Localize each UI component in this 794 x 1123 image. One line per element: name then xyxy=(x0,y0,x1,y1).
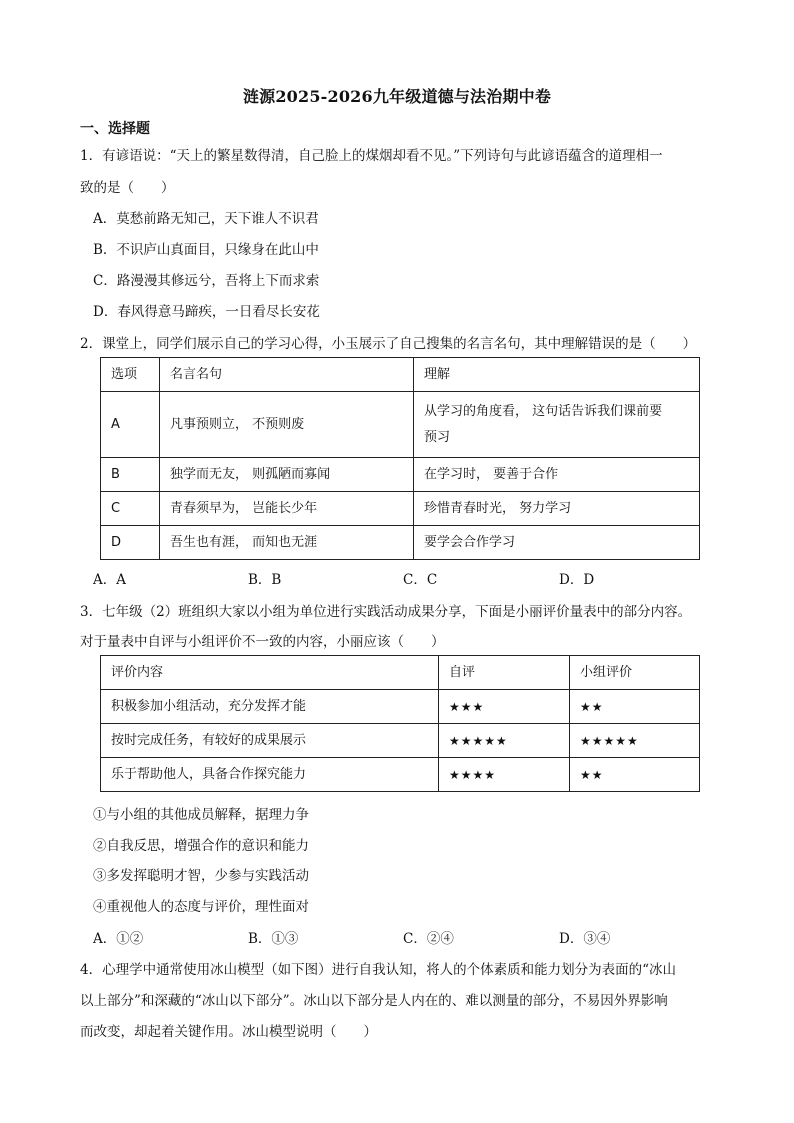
table-cell: ★★★★★ xyxy=(439,724,570,758)
q3-statement-1: ①与小组的其他成员解释，据理力争 xyxy=(93,807,309,823)
table-cell: ★★★★★ xyxy=(570,724,700,758)
q1-option-a: A．莫愁前路无知己，天下谁人不识君 xyxy=(93,211,319,227)
q1-option-b: B．不识庐山真面目，只缘身在此山中 xyxy=(93,242,319,258)
table-header-row xyxy=(101,656,700,690)
table-cell: C xyxy=(101,492,160,526)
table-cell: 乐于帮助他人，具备合作探究能力 xyxy=(101,758,439,792)
table-cell: 独学而无友， 则孤陋而寡闻 xyxy=(160,458,414,492)
q3-statement-3: ③多发挥聪明才智，少参与实践活动 xyxy=(93,868,309,884)
q1-option-c: C．路漫漫其修远兮，吾将上下而求索 xyxy=(93,273,320,289)
section-heading: 一、选择题 xyxy=(80,121,150,137)
q2-answer-c: C．C xyxy=(403,572,438,588)
table-row xyxy=(101,458,700,492)
q3-stem-line1: 3．七年级（2）班组织大家以小组为单位进行实践活动成果分享，下面是小丽评价量表中的部分内容。 xyxy=(80,604,692,620)
table-cell: 按时完成任务，有较好的成果展示 xyxy=(101,724,439,758)
table-cell xyxy=(414,392,700,458)
q3-stem-line2: 对于量表中自评与小组评价不一致的内容，小丽应该（ ） xyxy=(80,634,445,650)
table-header: 理解 xyxy=(414,358,700,392)
q2-answer-d: D．D xyxy=(559,572,595,588)
table-header: 名言名句 xyxy=(160,358,414,392)
q1-stem-line2: 致的是（ ） xyxy=(80,180,175,196)
table-cell: A xyxy=(101,392,160,458)
q3-answer-a: A．①② xyxy=(93,931,144,947)
table-cell-line: 从学习的角度看， 这句话告诉我们课前要 xyxy=(424,403,663,419)
table-cell: ★★ xyxy=(570,758,700,792)
table-row xyxy=(101,690,700,724)
q3-statement-2: ②自我反思，增强合作的意识和能力 xyxy=(93,838,309,854)
q4-stem-line2: 以上部分”和深藏的“冰山以下部分”。冰山以下部分是人内在的、难以测量的部分，不易因外界影响 xyxy=(80,993,668,1009)
table-row xyxy=(101,392,700,458)
q4-stem-line3: 而改变，却起着关键作用。冰山模型说明（ ） xyxy=(80,1024,377,1040)
q3-answer-b: B．①③ xyxy=(248,931,299,947)
table-header: 选项 xyxy=(101,358,160,392)
q1-option-d: D．春风得意马蹄疾，一日看尽长安花 xyxy=(93,304,320,320)
table-header-row xyxy=(101,358,700,392)
page-title: 涟源2025-2026九年级道德与法治期中卷 xyxy=(242,87,552,106)
q3-answer-c: C．②④ xyxy=(403,931,454,947)
table-row xyxy=(101,526,700,560)
table-row xyxy=(101,724,700,758)
table-cell: 珍惜青春时光， 努力学习 xyxy=(414,492,700,526)
q3-answer-d: D．③④ xyxy=(559,931,611,947)
table-header: 自评 xyxy=(439,656,570,690)
table-cell: D xyxy=(101,526,160,560)
q1-stem-line1: 1．有谚语说：“天上的繁星数得清，自己脸上的煤烟却看不见。”下列诗句与此谚语蕴含的道理相一 xyxy=(80,148,663,164)
table-row xyxy=(101,492,700,526)
q2-answer-a: A．A xyxy=(93,572,126,588)
q2-answers xyxy=(93,568,713,588)
table-header: 小组评价 xyxy=(570,656,700,690)
table-cell: 积极参加小组活动，充分发挥才能 xyxy=(101,690,439,724)
q4-stem-line1: 4．心理学中通常使用冰山模型（如下图）进行自我认知，将人的个体素质和能力划分为表面的“冰山 xyxy=(80,962,676,978)
q3-table xyxy=(100,655,700,792)
q2-stem: 2．课堂上，同学们展示自己的学习心得，小玉展示了自己搜集的名言名句，其中理解错误的是（ ） xyxy=(80,336,697,352)
q2-answer-b: B．B xyxy=(248,572,282,588)
table-cell: 吾生也有涯， 而知也无涯 xyxy=(160,526,414,560)
table-header: 评价内容 xyxy=(101,656,439,690)
table-cell-line: 预习 xyxy=(424,429,451,445)
table-cell: ★★ xyxy=(570,690,700,724)
table-cell: ★★★★ xyxy=(439,758,570,792)
table-cell: 青春须早为， 岂能长少年 xyxy=(160,492,414,526)
q2-table xyxy=(100,357,700,560)
q3-statement-4: ④重视他人的态度与评价，理性面对 xyxy=(93,899,309,915)
table-cell: ★★★ xyxy=(439,690,570,724)
table-row xyxy=(101,758,700,792)
table-cell: 凡事预则立， 不预则废 xyxy=(160,392,414,458)
table-cell: 在学习时， 要善于合作 xyxy=(414,458,700,492)
table-cell: B xyxy=(101,458,160,492)
q3-answers xyxy=(93,927,713,947)
table-cell: 要学会合作学习 xyxy=(414,526,700,560)
